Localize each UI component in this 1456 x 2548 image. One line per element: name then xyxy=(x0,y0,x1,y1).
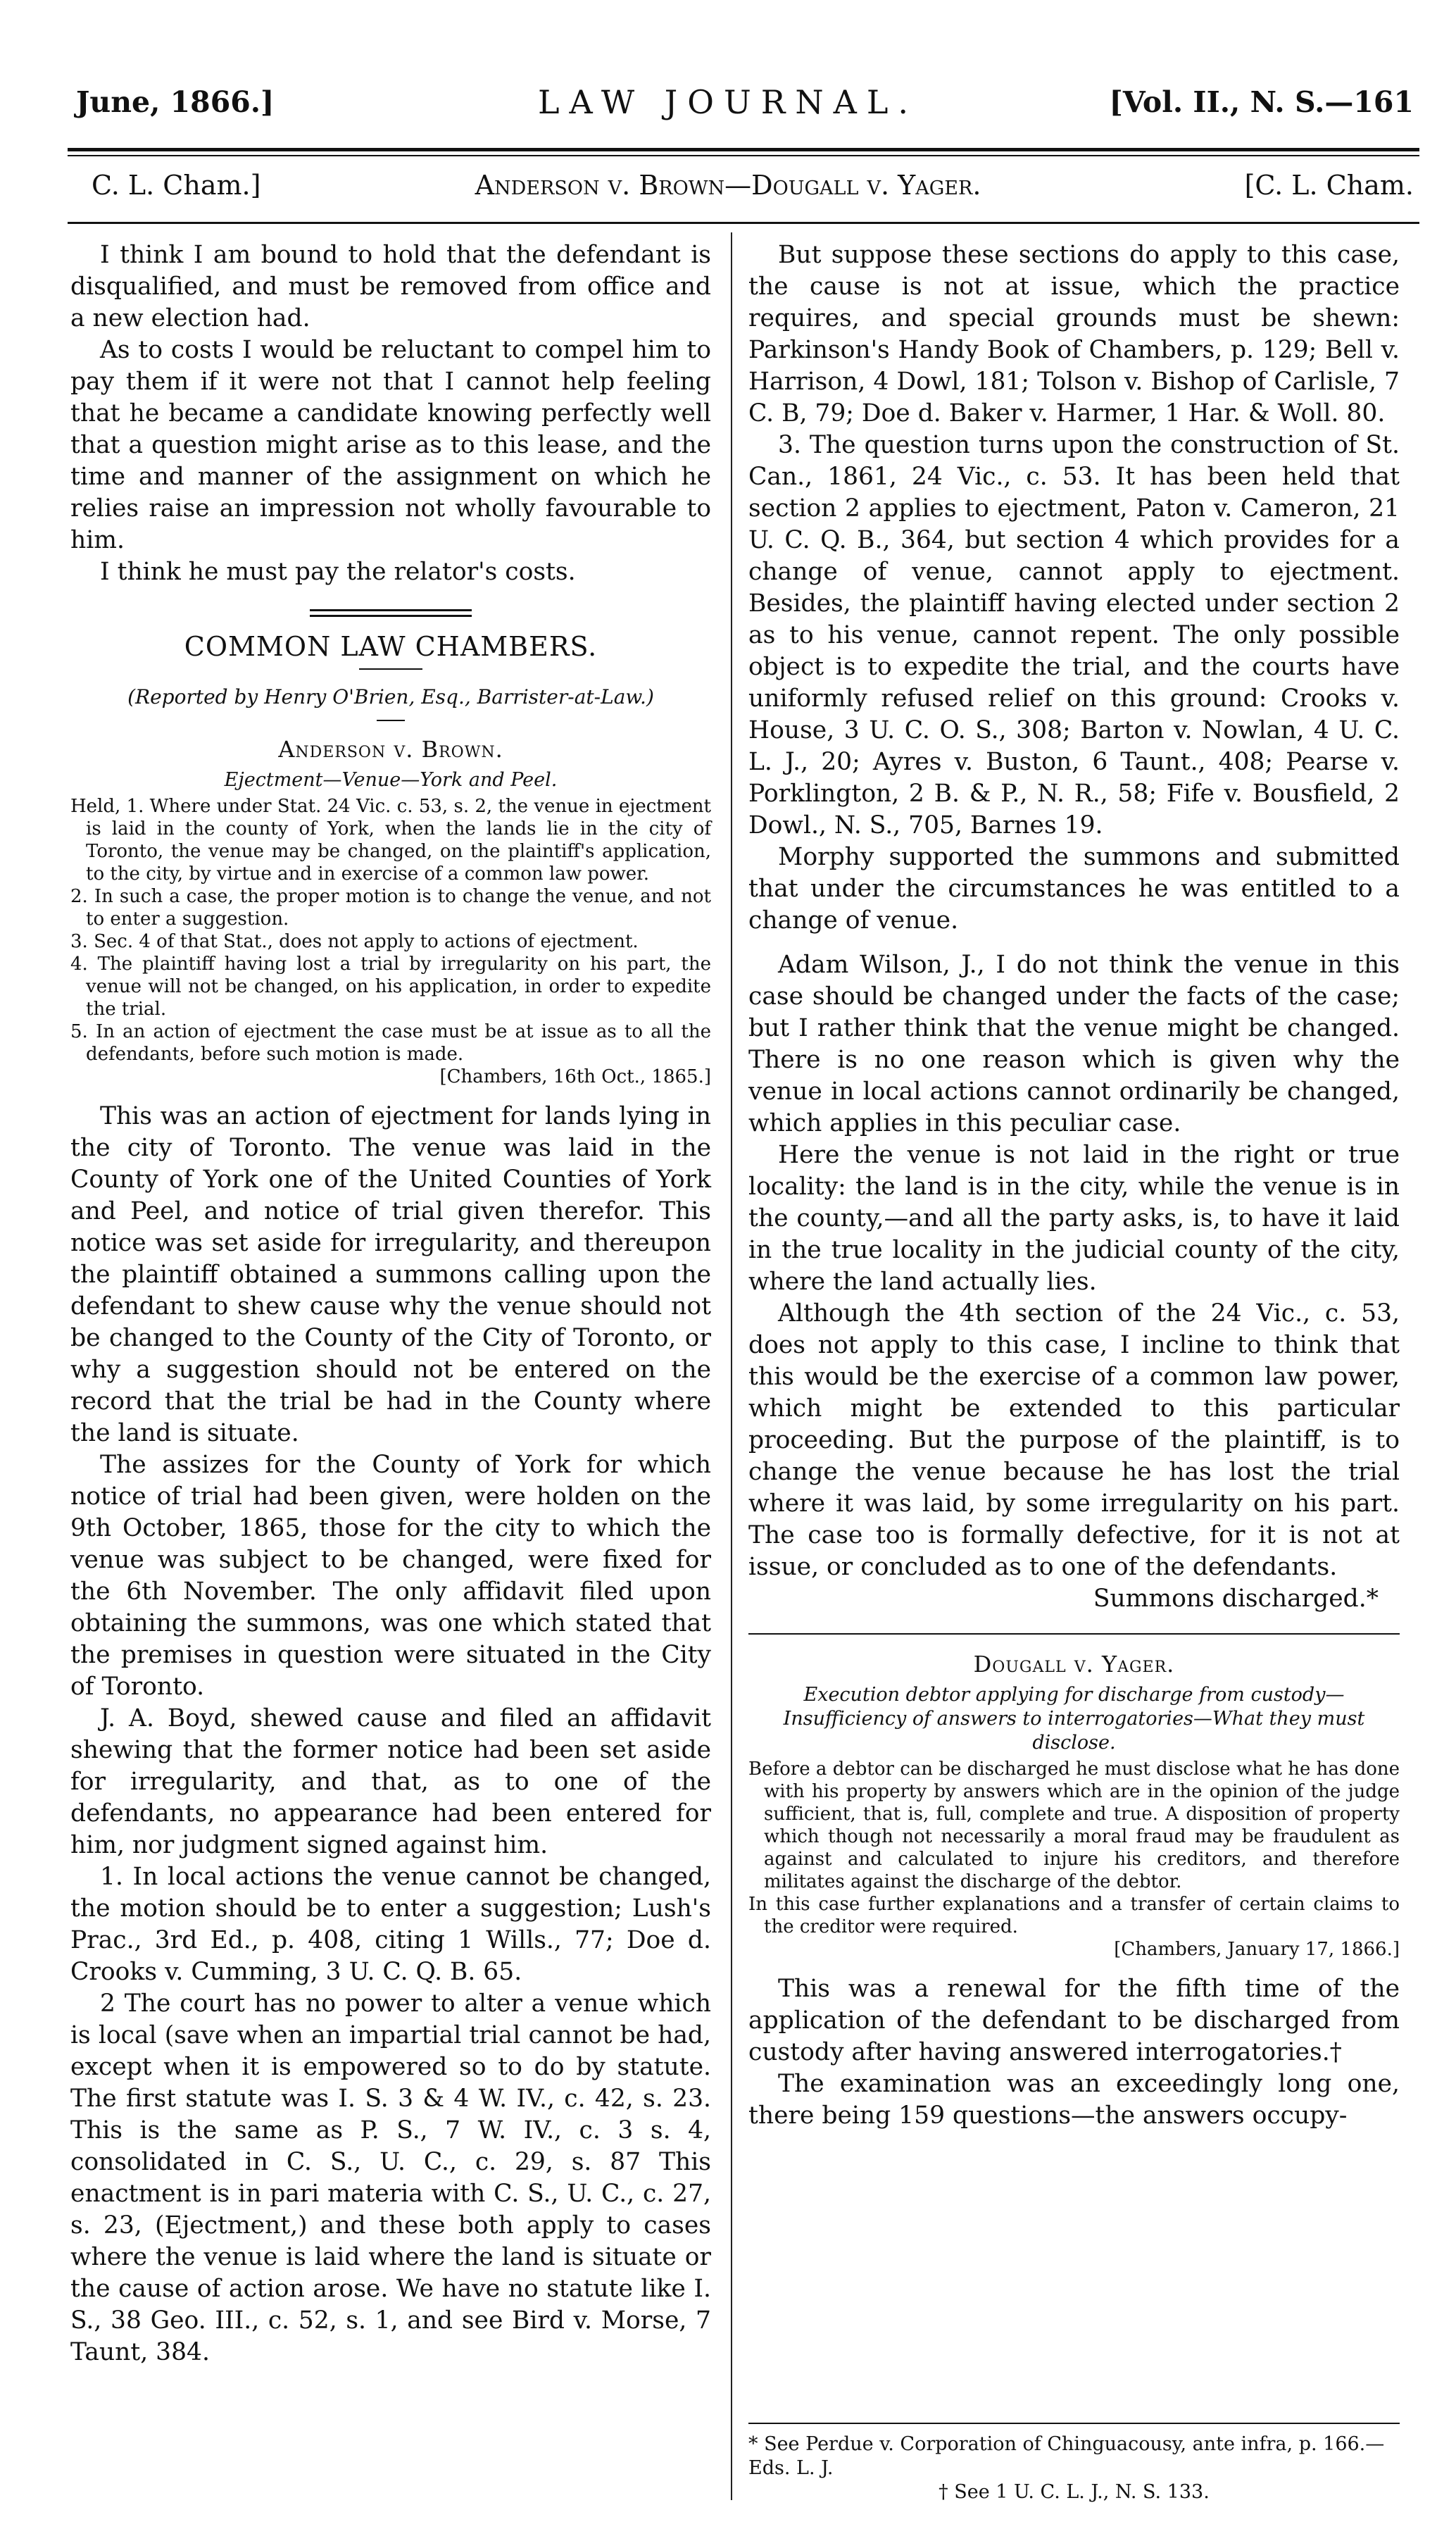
paragraph: Here the venue is not laid in the right or true locality: the land is in the city, while the venue is in the county,—and all the party asks, is, to have it laid in the true locality in the judicial county of the city, where the land actually lies. xyxy=(748,1141,1400,1296)
paragraph: Adam Wilson, J., I do not think the venue in this case should be changed under the facts of the case; but I rather think that the venue might be changed. There is no one reason which is given why the venue in local actions cannot ordinarily be changed, which applies in this peculiar case. xyxy=(748,951,1400,1137)
case-title: Dougall v. Yager. xyxy=(973,1651,1175,1678)
paragraph: I think he must pay the relator's costs. xyxy=(100,558,576,586)
running-head-rule xyxy=(68,222,1419,224)
paragraph: Morphy supported the summons and submitted that under the circumstances he was entitled to a change of venue. xyxy=(748,843,1400,935)
headnote xyxy=(70,795,711,1088)
judgment-signoff: Summons discharged.* xyxy=(1093,1585,1379,1613)
footnotes xyxy=(748,2423,1400,2504)
headnote-date: [Chambers, 16th Oct., 1865.] xyxy=(439,1066,711,1087)
paragraph: But suppose these sections do apply to this case, the cause is not at issue, which the practice requires, and special grounds must be shewn: Parkinson's Handy Book of Chambers, p. 129; Bell v. Harrison, 4 Dowl, 181; Tolson v. Bishop of Carlisle, 7 C. B, 79; Doe d. Baker v. Harmer, 1 Har. & Woll. 80. xyxy=(748,241,1400,427)
case-subject: Ejectment—Venue—York and Peel. xyxy=(224,769,558,791)
case-subject: Execution debtor applying for discharge from custody—Insufficiency of answers to interrogatories—What they must disclose. xyxy=(783,1684,1365,1754)
paragraph: 2 The court has no power to alter a venue which is local (save when an impartial trial cannot be had, except when it is empowered so to do by statute. The first statute was I. S. 3 & 4 W. IV., c. 42, s. 23. This is the same as P. S., 7 W. IV., c. 3 s. 4, consolidated in C. S., U. C., c. 29, s. 87 This enactment is in pari materia with C. S., U. C., c. 27, s. 23, (Ejectment,) and these both apply to cases where the venue is laid where the land is situate or the cause of action arose. We have no statute like I. S., 38 Geo. III., c. 52, s. 1, and see Bird v. Morse, 7 Taunt, 384. xyxy=(70,1990,711,2366)
section-title: COMMON LAW CHAMBERS. xyxy=(184,631,598,662)
footnote: * See Perdue v. Corporation of Chinguacousy, ante infra, p. 166.—Eds. L. J. xyxy=(748,2433,1385,2479)
section-divider xyxy=(310,609,472,617)
paragraph: As to costs I would be reluctant to compel him to pay them if it were not that I cannot help feeling that he became a candidate knowing perfectly well that a question might arise as to this lease, and the time and manner of the assignment on which he relies raise an impression not wholly favourable to him. xyxy=(70,336,711,554)
paragraph: The assizes for the County of York for which notice of trial had been given, were holden on the 9th October, 1865, those for the city to which the venue was subject to be changed, were fixed for the 6th November. The only affidavit filed upon obtaining the summons, was one which stated that the premises in question were situated in the City of Toronto. xyxy=(70,1451,711,1701)
headnote-item: 2. In such a case, the proper motion is to change the venue, and not to enter a suggestion. xyxy=(70,886,711,930)
paragraph: 3. The question turns upon the construction of St. Can., 1861, 24 Vic., c. 53. It has been held that section 2 applies to ejectment, Paton v. Cameron, 21 U. C. Q. B., 364, but section 4 which provides for a change of venue, cannot apply to ejectment. Besides, the plaintiff having elected under section 2 as to his venue, cannot repent. The only possible object is to expedite the trial, and the courts have uniformly refused relief on this ground: Crooks v. House, 3 U. C. O. S., 308; Barton v. Nowlan, 4 U. C. L. J., 20; Ayres v. Buston, 6 Taunt., 408; Pearse v. Porklington, 2 B. & P., N. R., 58; Fife v. Bousfield, 2 Dowl., N. S., 705, Barnes 19. xyxy=(748,431,1400,839)
case-title: Anderson v. Brown. xyxy=(278,736,503,763)
footnote-rule xyxy=(748,2423,1400,2424)
headnote xyxy=(748,1758,1400,1961)
paragraph: The examination was an exceedingly long one, there being 159 questions—the answers occupy- xyxy=(748,2070,1400,2130)
title-rule xyxy=(377,720,405,721)
paragraph: J. A. Boyd, shewed cause and filed an affidavit shewing that the former notice had been set aside for irregularity, and that, as to one of the defendants, no appearance had been entered for him, nor judgment signed against him. xyxy=(70,1704,711,1859)
headnote-item: 4. The plaintiff having lost a trial by irregularity on his part, the venue will not be changed, on his application, in order to expedite the trial. xyxy=(70,954,711,1020)
paragraph: This was a renewal for the fifth time of the application of the defendant to be discharged from custody after having answered interrogatories.† xyxy=(748,1975,1400,2066)
issue-date: June, 1866.] xyxy=(76,85,275,119)
headnote-item: Before a debtor can be discharged he must disclose what he has done with his property by answers which are in the opinion of the judge sufficient, that is, full, complete and true. A disposition of property which though not necessarily a moral fraud may be fraudulent as against and calculated to injure his creditors, and therefore militates against the discharge of the debtor. xyxy=(748,1759,1400,1892)
running-head-left: C. L. Cham.] xyxy=(92,170,261,201)
headnote-item: Held, 1. Where under Stat. 24 Vic. c. 53, s. 2, the venue in ejectment is laid in the county of York, when the lands lie in the city of Toronto, the venue may be changed, on the plaintiff's application, to the city, by virtue and in exercise of a common law power. xyxy=(70,796,711,885)
paragraph: 1. In local actions the venue cannot be changed, the motion should be to enter a suggestion; Lush's Prac., 3rd Ed., p. 408, citing 1 Wills., 77; Doe d. Crooks v. Cumming, 3 U. C. Q. B. 65. xyxy=(70,1863,711,1986)
running-head-center: Anderson v. Brown—Dougall v. Yager. xyxy=(475,170,981,201)
journal-title: LAW JOURNAL. xyxy=(538,83,918,121)
left-column xyxy=(70,239,711,2368)
header-rule-thin xyxy=(68,155,1419,156)
header-rule-thick xyxy=(68,148,1419,151)
running-head-right: [C. L. Cham. xyxy=(1244,170,1414,201)
headnote-date: [Chambers, January 17, 1866.] xyxy=(1114,1939,1400,1960)
headnote-item: 3. Sec. 4 of that Stat., does not apply to actions of ejectment. xyxy=(70,931,639,952)
volume-page: [Vol. II., N. S.—161 xyxy=(1109,85,1414,119)
footnote: † See 1 U. C. L. J., N. S. 133. xyxy=(939,2481,1210,2503)
paragraph: This was an action of ejectment for lands lying in the city of Toronto. The venue was laid in the County of York one of the United Counties of York and Peel, and notice of trial given therefor. This notice was set aside for irregularity, and thereupon the plaintiff obtained a summons calling upon the defendant to shew cause why the venue should not be changed to the County of the City of Toronto, or why a suggestion should not be entered on the record that the trial be had in the County where the land is situate. xyxy=(70,1102,711,1447)
column-divider xyxy=(731,232,732,2500)
headnote-item: 5. In an action of ejectment the case must be at issue as to all the defendants, before such motion is made. xyxy=(70,1021,711,1065)
title-rule xyxy=(359,668,422,670)
right-column xyxy=(748,239,1400,2132)
headnote-item: In this case further explanations and a transfer of certain claims to the creditor were required. xyxy=(748,1894,1400,1937)
case-divider xyxy=(748,1633,1400,1635)
paragraph: I think I am bound to hold that the defendant is disqualified, and must be removed from office and a new election had. xyxy=(70,241,711,332)
paragraph: Although the 4th section of the 24 Vic., c. 53, does not apply to this case, I incline to think that this would be the exercise of a common law power, which might be extended to this particular proceeding. But the purpose of the plaintiff, is to change the venue because he has lost the trial where it was laid, by some irregularity on his part. The case too is formally defective, for it is not at issue, or concluded as to one of the defendants. xyxy=(748,1299,1400,1581)
reporter-line: (Reported by Henry O'Brien, Esq., Barrister-at-Law.) xyxy=(127,685,654,708)
